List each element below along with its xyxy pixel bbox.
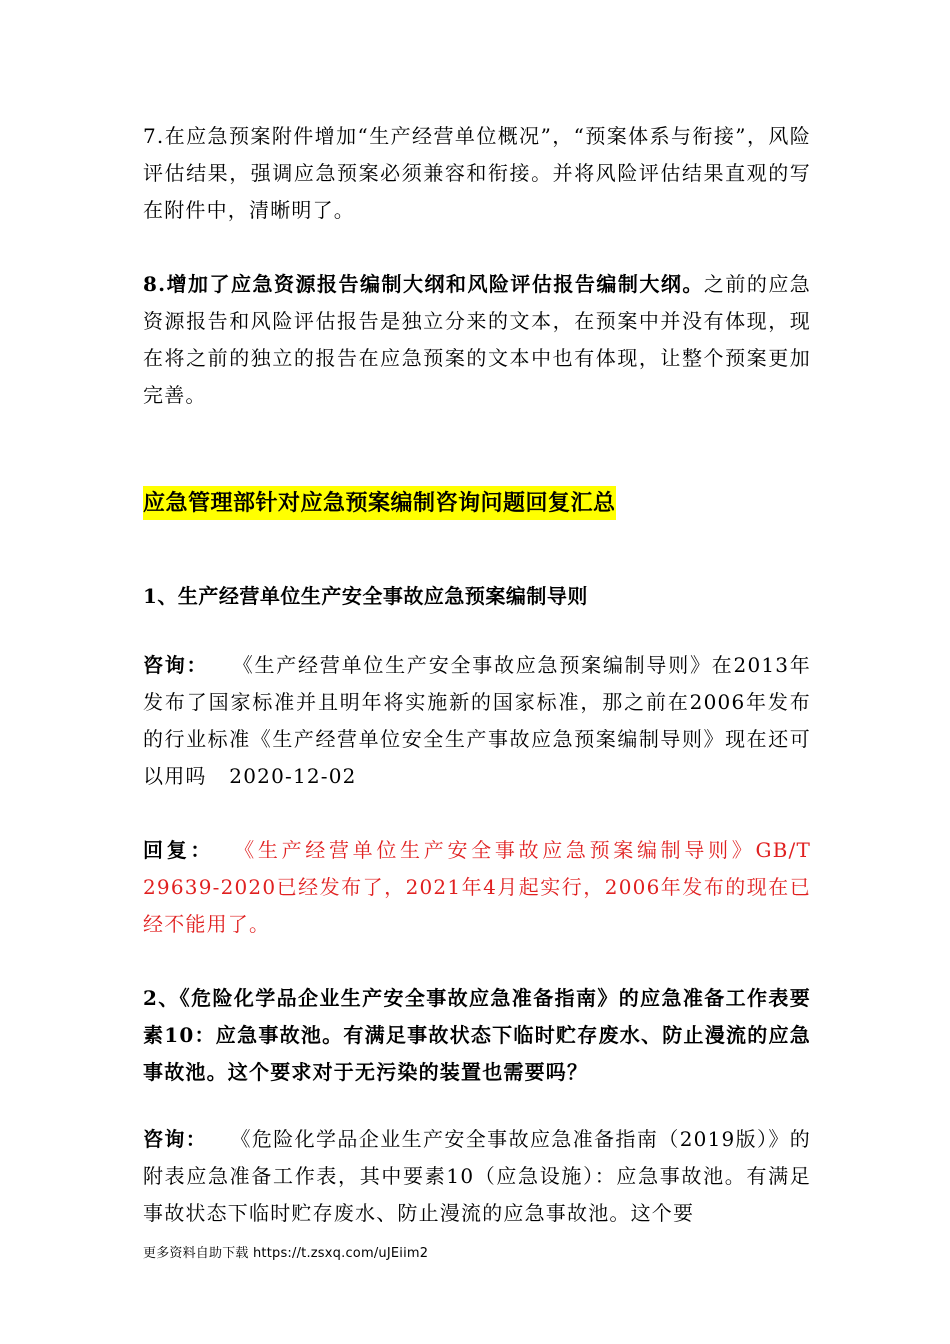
paragraph-item-8 [143,266,811,414]
consult-label: 咨询： [143,1127,208,1151]
question-1-consult [143,647,811,795]
document-body [143,118,811,1232]
item-8-bold-lead: 8.增加了应急资源报告编制大纲和风险评估报告编制大纲。 [143,272,704,296]
paragraph-item-7 [143,118,811,229]
item-8-text: 之前的应急资源报告和风险评估报告是独立分来的文本，在预案中并没有体现，现在将之前的独立的报告在应急预案的文本中也有体现，让整个预案更加完善。 [143,272,812,407]
question-2-title: 2、《危险化学品企业生产安全事故应急准备指南》的应急准备工作表要素10：应急事故池。有满足事故状态下临时贮存废水、防止漫流的应急事故池。这个要求对于无污染的装置也需要吗？ [143,986,811,1084]
section-heading [143,484,811,522]
footer-text: 更多资料自助下载 [143,1246,249,1261]
consult-text: 《危险化学品企业生产安全事故应急准备指南（2019版）》的附表应急准备工作表，其中要素10（应急设施）：应急事故池。有满足事故状态下临时贮存废水、防止漫流的应急事故池。这个要 [143,1127,811,1225]
reply-label: 回复： [143,838,215,862]
consult-text: 《生产经营单位生产安全事故应急预案编制导则》在2013年发布了国家标准并且明年将实施新的国家标准，那之前在2006年发布的行业标准《生产经营单位安全生产事故应急预案编制导则》现在还可以用吗 [143,653,811,788]
reply-text: 《生产经营单位生产安全事故应急预案编制导则》GB/T 29639-2020已经发布了，2021年4月起实行，2006年发布的现在已经不能用了。 [143,838,812,936]
question-1-reply [143,832,811,943]
consult-label: 咨询： [143,653,209,677]
footer [143,1242,428,1261]
section-title-highlighted: 应急管理部针对应急预案编制咨询问题回复汇总 [143,486,616,520]
question-2-consult [143,1121,811,1232]
item-7-text: 7.在应急预案附件增加“生产经营单位概况”，“预案体系与衔接”，风险评估结果，强调应急预案必须兼容和衔接。并将风险评估结果直观的写在附件中，清晰明了。 [143,124,811,222]
footer-link[interactable]: https://t.zsxq.com/uJEiim2 [252,1246,429,1261]
question-1-title: 1、生产经营单位生产安全事故应急预案编制导则 [143,584,588,608]
consult-date: 2020-12-02 [229,764,357,788]
